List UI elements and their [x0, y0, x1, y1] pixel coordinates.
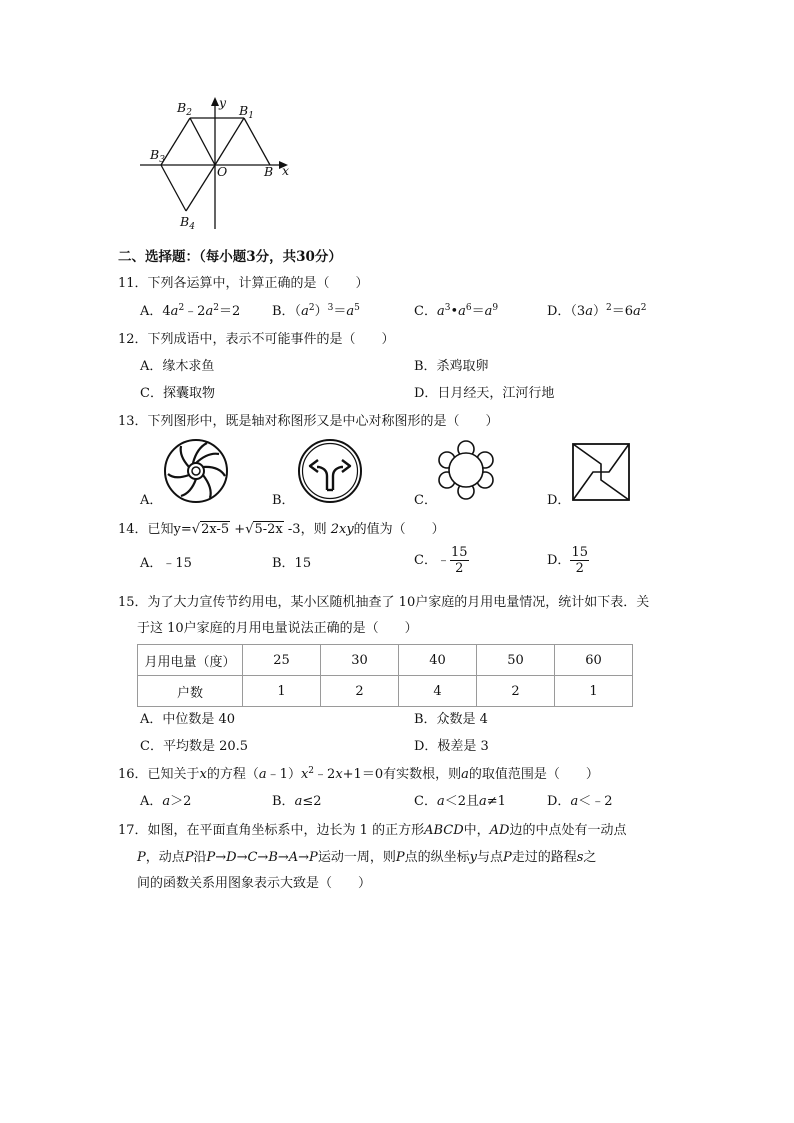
q13-figure-d: [571, 442, 631, 502]
table-cell: 2: [477, 676, 555, 707]
q15-option-a: A．中位数是 40: [140, 712, 236, 727]
q12-option-c: C．探囊取物: [140, 386, 215, 401]
q13-figure-a: [163, 438, 229, 504]
q12-option-d: D．日月经天，江河行地: [414, 386, 555, 401]
q13-stem: 13．下列图形中，既是轴对称图形又是中心对称图形的是（ ）: [118, 414, 499, 429]
q16-option-c: C．a＜2且a≠1: [414, 794, 506, 809]
table-header-usage: 月用电量（度）: [138, 645, 243, 676]
section-title: 二、选择题：（每小题3分，共30分）: [118, 249, 342, 265]
label-b3: $B_3$: [150, 147, 165, 165]
q13-label-a: A．: [140, 493, 163, 508]
q12-option-a: A．缘木求鱼: [140, 359, 215, 374]
q11-option-d: D．$(3a)^2=6a^2$: [547, 303, 647, 319]
table-cell: 40: [399, 645, 477, 676]
table-cell: 1: [555, 676, 633, 707]
q11-option-c: C．$a^3•a^6=a^9$: [414, 303, 499, 319]
q14-option-b: B．15: [272, 556, 312, 571]
table-cell: 1: [243, 676, 321, 707]
q11-stem: 11．下列各运算中，计算正确的是（ ）: [118, 276, 369, 291]
label-y: y: [219, 95, 227, 110]
table-cell: 2: [321, 676, 399, 707]
q13-figure-b: [297, 438, 363, 504]
q12-option-b: B．杀鸡取卵: [414, 359, 489, 374]
q12-stem: 12．下列成语中，表示不可能事件的是（ ）: [118, 332, 395, 347]
table-row: [138, 676, 633, 707]
q14-option-d: D． $\frac{15}{2}$: [547, 545, 588, 576]
q13-label-c: C．: [414, 493, 437, 508]
q11-option-b: B．$(a^2)^3=a^5$: [272, 303, 360, 319]
q14-stem: 14．已知y=√2x-5 +√5-2x -3，则 2xy的值为（ ）: [118, 522, 445, 537]
q13-figure-c: [437, 440, 495, 500]
table-cell: 4: [399, 676, 477, 707]
label-b: B: [264, 164, 274, 179]
y-axis-arrow: [211, 97, 219, 106]
q15-option-c: C．平均数是 20.5: [140, 739, 249, 754]
q17-line3: 间的函数关系用图象表示大致是（ ）: [137, 876, 372, 891]
q17-line2: P，动点P沿P→D→C→B→A→P运动一周，则P点的纵坐标y与点P走过的路程s之: [137, 850, 597, 865]
q13-label-d: D．: [547, 493, 571, 508]
label-b2: $B_2$: [177, 100, 192, 118]
table-cell: 50: [477, 645, 555, 676]
q16-option-d: D．a＜﹣2: [547, 794, 613, 809]
q15-stem-line2: 于这 10户家庭的月用电量说法正确的是（ ）: [137, 621, 418, 636]
q15-option-b: B．众数是 4: [414, 712, 488, 727]
q13-label-b: B．: [272, 493, 295, 508]
q11-option-a: A．$4a^2﹣2a^2=2$: [140, 303, 241, 319]
q14-option-c: C．﹣ $\frac{15}{2}$: [414, 545, 468, 576]
q16-option-b: B．a≤2: [272, 794, 322, 809]
label-x: x: [282, 163, 290, 178]
q17-line1: 17．如图，在平面直角坐标系中，边长为 1 的正方形ABCD中，AD边的中点处有一动点: [118, 823, 627, 838]
table-row: [138, 645, 633, 676]
q15-option-d: D．极差是 3: [414, 739, 489, 754]
table-header-households: 户数: [138, 676, 243, 707]
q16-stem: 16．已知关于x的方程$(a﹣1)x^2﹣2x+1=0$有实数根，则a的取值范围是（ ）: [118, 766, 599, 782]
q15-table: [137, 644, 633, 707]
q15-stem-line1: 15．为了大力宣传节约用电，某小区随机抽查了 10户家庭的月用电量情况，统计如下表．关: [118, 595, 650, 610]
label-o: O: [217, 164, 228, 179]
q16-option-a: A．a＞2: [140, 794, 192, 809]
table-cell: 60: [555, 645, 633, 676]
label-b1: $B_1$: [239, 103, 254, 121]
table-cell: 25: [243, 645, 321, 676]
q14-option-a: A．﹣15: [140, 556, 192, 571]
label-b4: $B_4$: [180, 214, 195, 232]
table-cell: 30: [321, 645, 399, 676]
